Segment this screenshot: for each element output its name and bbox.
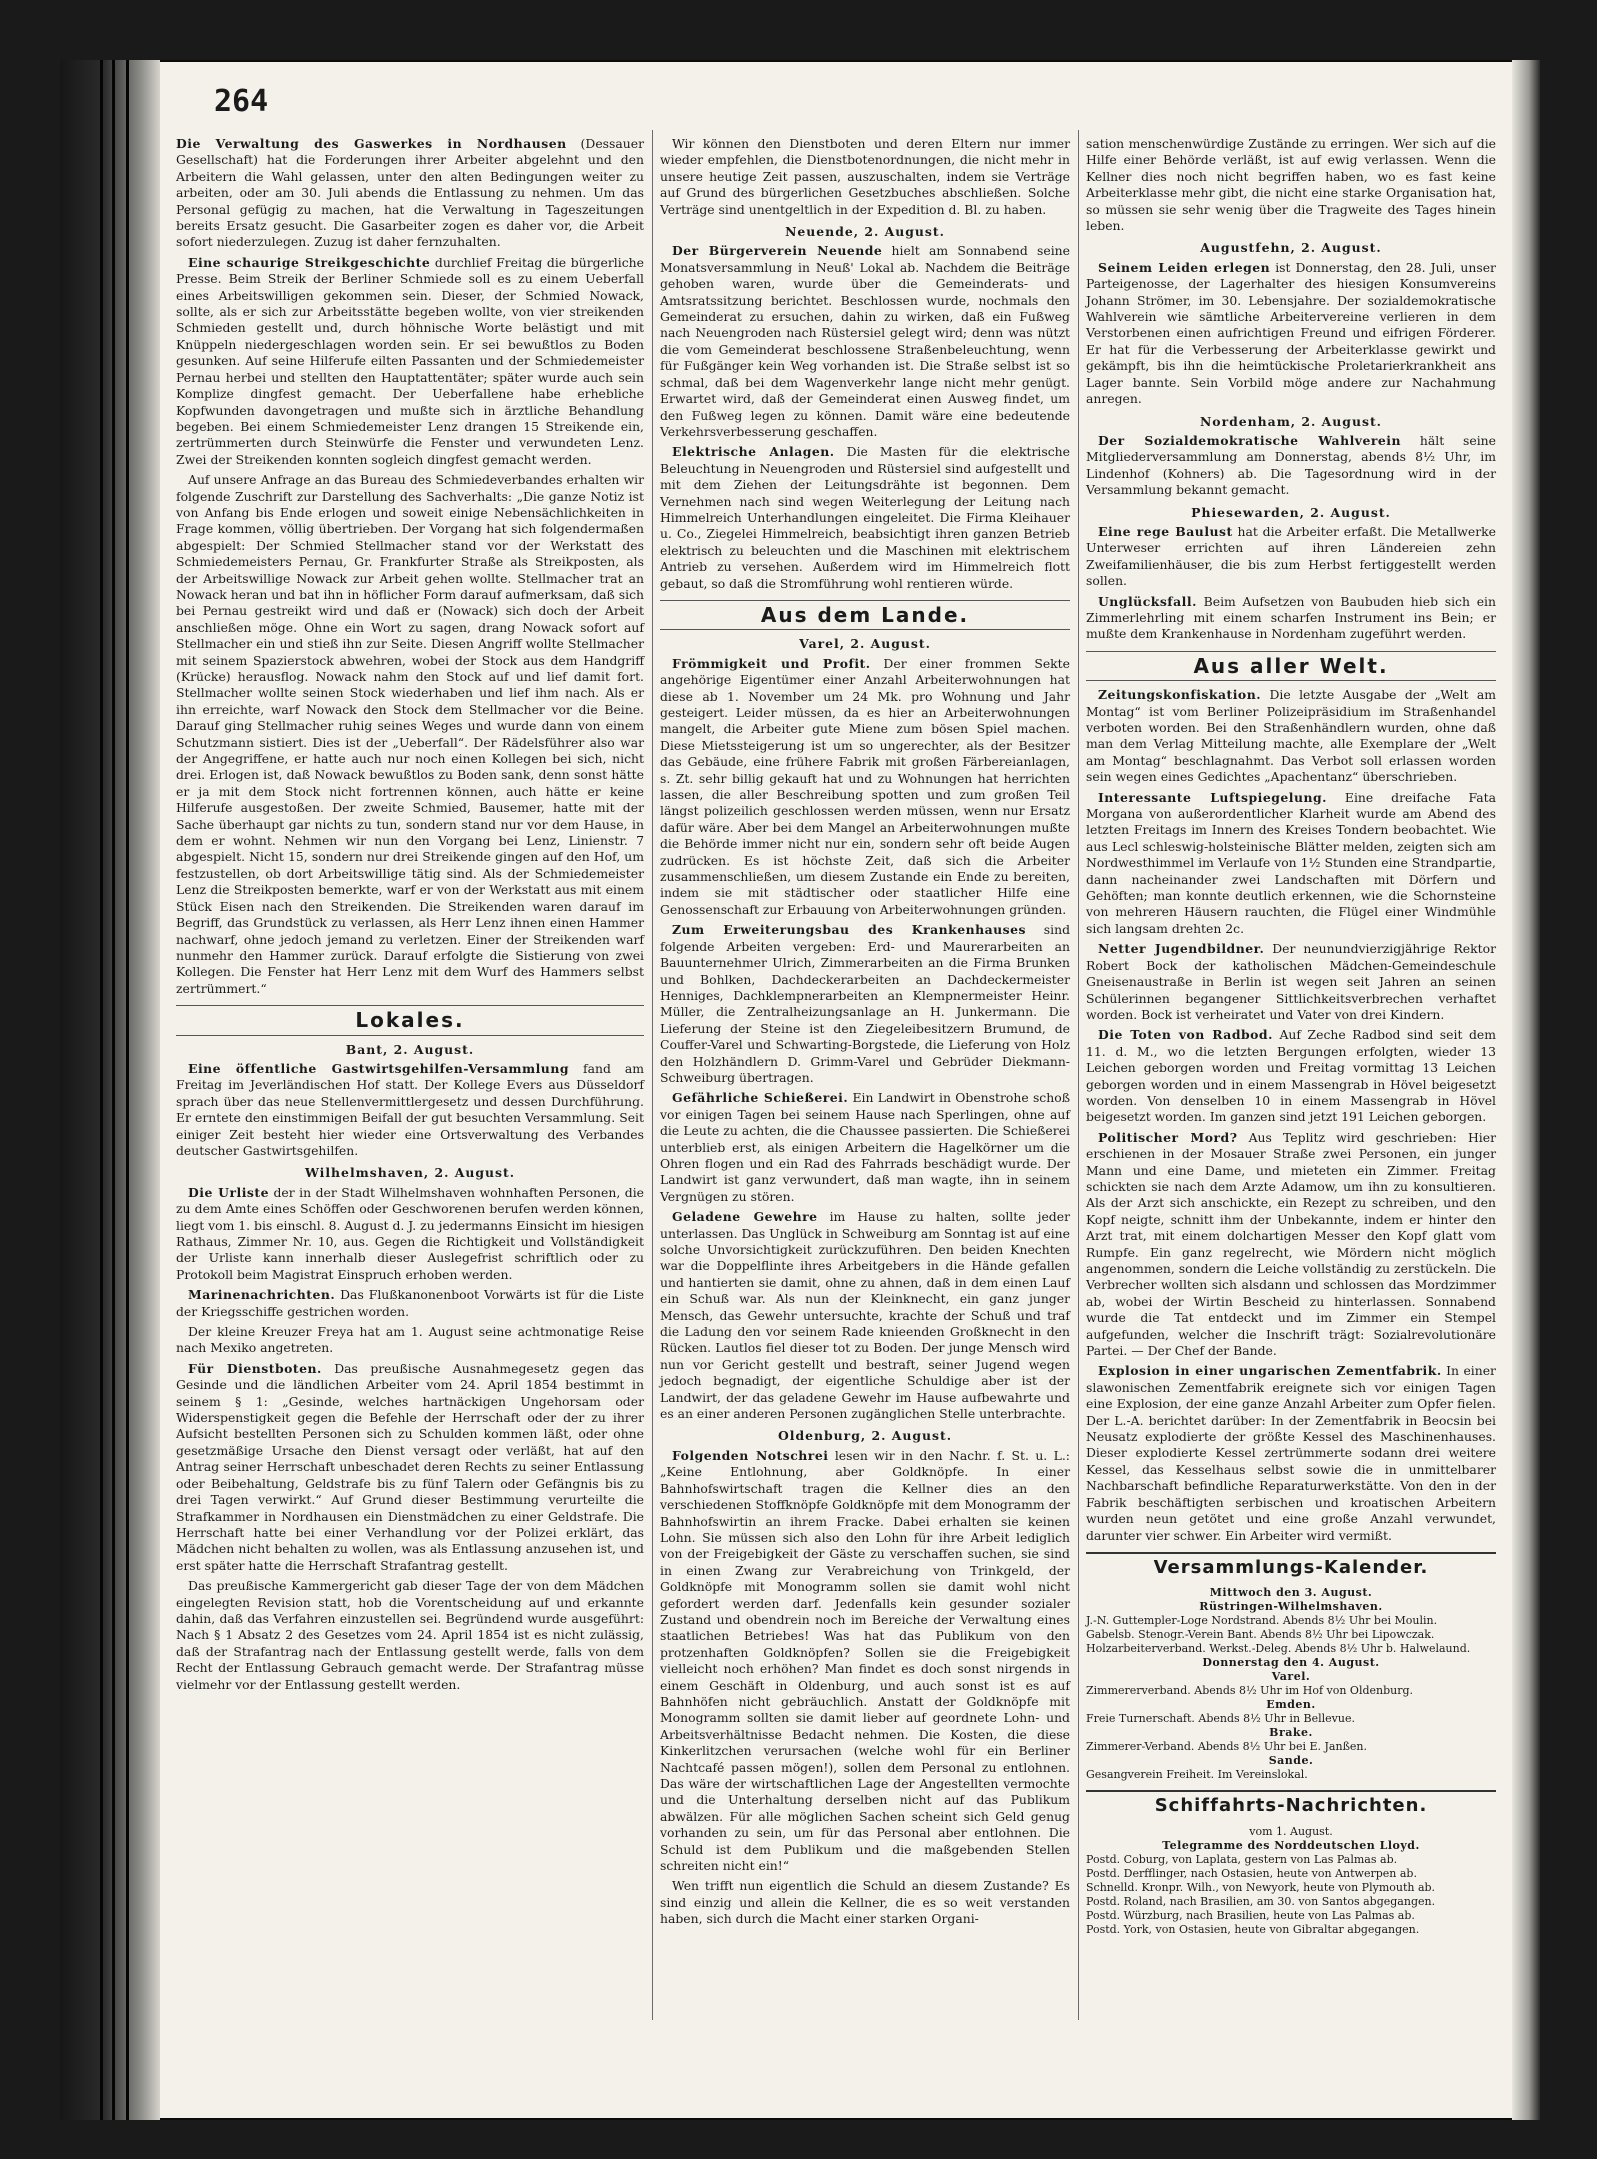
article-text: Die Masten für die elektrische Beleuchtung in Neuengroden und Rüstersiel sind aufgestellt und mit dem Ziehen der Leitungsdrähte ist begonnen. Dem Vernehmen nach sind wegen Weiterlegung der Leitung nach Himmelreich Unterhandlungen eingeleitet. Die Firma Kleihauer u. Co., Ziegelei Himmelreich, beabsichtigt ihren ganzen Betrieb elektrisch zu beleuchten und die Maschinen mit elektrischem Antrieb zu versehen. Außerdem wird im Himmelreich flott gebaut, so daß die Stromführung wohl rentieren würde.	[660, 444, 1070, 591]
calendar-entry: Holzarbeiterverband. Werkst.-Deleg. Abends 8½ Uhr b. Halwelaund.	[1086, 1642, 1471, 1656]
article	[1086, 687, 1496, 785]
shipping-entry: Postd. York, von Ostasien, heute von Gibraltar abgegangen.	[1086, 1922, 1420, 1936]
calendar-place: Emden.	[1266, 1698, 1316, 1712]
article	[660, 922, 1070, 1086]
article	[660, 656, 1070, 919]
article	[660, 444, 1070, 592]
article	[1086, 1027, 1496, 1125]
calendar-entry: Zimmerer-Verband. Abends 8½ Uhr bei E. Janßen.	[1086, 1740, 1368, 1754]
dateline: Neuende, 2. August.	[785, 224, 945, 240]
article-text: Die letzte Ausgabe der „Welt am Montag“ ist vom Berliner Polizeipräsidium im Straßenhandel verboten worden. Bei den Straßenhändlern wurden, ohne daß man dem Verlag Mitteilung machte, alle Exemplare der „Welt am Montag“ beschlagnahmt. Das Verbot soll erlassen worden sein wegen eines Gedichtes „Apachentanz“ überschrieben.	[1086, 687, 1496, 785]
article-lead: Für Dienstboten.	[188, 1360, 322, 1376]
column-3	[1086, 136, 1496, 1937]
article	[660, 1209, 1070, 1422]
book-binding	[60, 60, 160, 2120]
article-lead: Der Sozialdemokratische Wahlverein	[1098, 432, 1401, 448]
shipping-entry: Postd. Coburg, von Laplata, gestern von Las Palmas ab.	[1086, 1852, 1398, 1866]
article-lead: Geladene Gewehre	[672, 1209, 818, 1225]
article-text: fand am Freitag im Jeverländischen Hof statt. Der Kollege Evers aus Düsseldorf sprach über das neue Stellenvermittlergesetz und dessen Durchführung. Er erntete den einstimmigen Beifall der gut besuchten Versammlung. Seit einiger Zeit besteht hier wieder eine Ortsverwaltung des Verbandes deutscher Gastwirtsgehilfen.	[176, 1060, 644, 1158]
dateline: Augustfehn, 2. August.	[1200, 240, 1382, 256]
shipping-entry: Schnelld. Kronpr. Wilh., von Newyork, heute von Plymouth ab.	[1086, 1880, 1436, 1894]
article-text: der in der Stadt Wilhelmshaven wohnhaften Personen, die zu dem Amte eines Schöffen oder Geschworenen berufen werden können, liegt vom 1. bis einschl. 8. August d. J. zu jedermanns Einsicht im hiesigen Rathaus, Zimmer Nr. 10, aus. Gegen die Richtigkeit und Vollständigkeit der Urliste kann innerhalb dieser Auslegefrist schriftlich oder zu Protokoll beim Magistrat Einspruch erhoben werden.	[176, 1184, 645, 1282]
article	[176, 1361, 644, 1574]
article-lead: Gefährliche Schießerei.	[672, 1090, 849, 1106]
article-lead: Politischer Mord?	[1098, 1129, 1238, 1145]
article-text: (Dessauer Gesellschaft) hat die Forderungen ihrer Arbeiter abgelehnt und den Arbeitern die Wahl gelassen, unter den alten Bedingungen weiter zu arbeiten, oder am 30. Juli abends die Entlassung zu nehmen. Um das Personal gefügig zu machen, hat die Verwaltung in Tageszeitungen bereits Ersatz gesucht. Die Gasarbeiter zogen es daher vor, die Arbeit sofort niederzulegen. Zuzug ist daher fernzuhalten.	[176, 136, 644, 250]
calendar-place: Rüstringen-Wilhelmshaven.	[1199, 1600, 1383, 1614]
article-text: durchlief Freitag die bürgerliche Presse. Beim Streik der Berliner Schmiede soll es zu einem Ueberfall eines Arbeitswilligen gekommen sein. Dieser, der Schmied Nowack, sollte, als er sich zur Arbeitsstätte begeben wollte, von vier streikenden Schmieden gestellt und, durch höhnische Worte belästigt und mit Knüppeln niedergeschlagen worden sein. Er sei bewußtlos zu Boden gesunken. Auf seine Hilferufe eilten Passanten und der Schmiedemeister Pernau herbei und stellten den Hauptattentäter; später wurde auch sein Komplize dingfest gemacht. Der Ueberfallene habe erhebliche Kopfwunden davongetragen und mußte sich in ärztliche Behandlung begeben. Bei einem Schmiedemeister Lenz drangen 15 Streikende ein, zertrümmerten durch Steinwürfe die Fenster und verwundeten Lenz. Zwei der Streikenden konnten sogleich dingfest gemacht werden.	[176, 254, 644, 467]
calendar-entry: Zimmererverband. Abends 8½ Uhr im Hof von Oldenburg.	[1086, 1684, 1414, 1698]
article	[1086, 594, 1496, 643]
article	[1086, 1363, 1496, 1543]
article-text: Das preußische Kammergericht gab dieser Tage der von dem Mädchen eingelegten Revision statt, hob die Vorentscheidung auf und erkannte dahin, daß das Verfahren einzustellen sei. Begründend wurde ausgeführt: Nach § 1 Absatz 2 des Gesetzes vom 24. April 1854 ist es nicht zulässig, daß der Strafantrag nach der Entlassung gestellt werde, falls von dem Recht der Entlassung Gebrauch gemacht werde. Der Strafantrag müsse vielmehr vor der Entlassung gestellt werden.	[176, 1578, 644, 1692]
article-lead: Zeitungskonfiskation.	[1098, 687, 1262, 703]
article	[176, 1061, 644, 1159]
article-lead: Eine schaurige Streikgeschichte	[188, 254, 431, 270]
dateline: Wilhelmshaven, 2. August.	[304, 1165, 516, 1181]
article-text: sind folgende Arbeiten vergeben: Erd- und Maurerarbeiten an Bauunternehmer Ulrich, Zimmerarbeiten an die Firma Brunken und Bohlken, Dachdeckerarbeiten an Dachdeckermeister Henniges, Dachklempnerarbeiten an Klempnermeister Heinr. Müller, die Zentralheizungsanlage an H. Junkermann. Die Lieferung der Steine ist den Ziegeleibesitzern Brumund, de Couffer-Varel und Schwarting-Borgstede, die Lieferung von Holz den Holzhändlern D. Grimm-Varel und Gebrüder Diekmann-Schweiburg übertragen.	[660, 922, 1070, 1085]
page-edge	[1512, 60, 1540, 2120]
calendar-place: Varel.	[1271, 1670, 1311, 1684]
article-text: Eine dreifache Fata Morgana von außerordentlicher Klarheit wurde am Abend des letzten Freitags im Innern des Kreises Tondern beobachtet. Wie aus Lecl schleswig-holsteinische Blätter melden, zeigten sich am Nordwesthimmel im Verlaufe von 1½ Stunden eine Strandpartie, dann nacheinander zwei Landschaften mit Dörfern und Gehöften; man konnte deutlich erkennen, wie die Schornsteine von mehreren Häusern rauchten, die Flügel einer Windmühle sich langsam drehten 2c.	[1086, 789, 1496, 936]
article-text: im Hause zu halten, sollte jeder unterlassen. Das Unglück in Schweiburg am Sonntag ist auf eine solche Unvorsichtigkeit zurückzuführen. Den beiden Knechten war die Doppelflinte ihres Arbeitgebers in die Hände gefallen und hantierten sie damit, ohne zu ahnen, daß in dem einen Lauf ein Schuß war. Als nun der Kleinknecht, ein ganz junger Mensch, das Gewehr untersuchte, krachte der Schuß und traf die Ladung den vor seinem Rade knieenden Großknecht in den Rücken. Lautlos fiel dieser tot zu Boden. Der junge Mensch wird nun vor Gericht gestellt und bestraft, seiner Jugend wegen jedoch begnadigt, der eigentliche Schuldige aber ist der Landwirt, der das geladene Gewehr im Hause aufbewahrte und es an einer anderen Personen zugänglichen Stelle unterbrachte.	[660, 1209, 1070, 1422]
article-lead: Elektrische Anlagen.	[672, 444, 835, 460]
article-lead: Folgenden Notschrei	[672, 1447, 829, 1463]
shipping-entry: Postd. Derfflinger, nach Ostasien, heute von Antwerpen ab.	[1086, 1866, 1417, 1880]
shipping-heading: Schiffahrts-Nachrichten.	[1086, 1790, 1496, 1820]
shipping-date: vom 1. August.	[1249, 1824, 1333, 1838]
article-lead: Eine rege Baulust	[1098, 523, 1233, 539]
article	[1086, 260, 1496, 408]
calendar-date: Donnerstag den 4. August.	[1202, 1656, 1380, 1670]
article-text: Auf Zeche Radbod sind seit dem 11. d. M., wo die letzten Bergungen erfolgten, wieder 13 Leichen geborgen worden und Freitag vormittag 13 Leichen geborgen worden und in einem Massengrab in Hövel beigesetzt worden. Von denselben 10 in einem Massengrab in Hövel beigesetzt worden. Im ganzen sind jetzt 191 Leichen geborgen.	[1086, 1027, 1496, 1125]
scanned-page	[60, 60, 1540, 2120]
shipping-entry: Postd. Würzburg, nach Brasilien, heute von Las Palmas ab.	[1086, 1908, 1415, 1922]
article	[176, 136, 644, 251]
article-text: hält seine Mitgliederversammlung am Donnerstag, abends 8½ Uhr, im Lindenhof (Kohners) ab. Die Tagesordnung wird in der Versammlung bekannt gemacht.	[1086, 432, 1496, 498]
article-lead: Marinenachrichten.	[188, 1287, 336, 1303]
article-text: Wir können den Dienstboten und deren Eltern nur immer wieder empfehlen, die Dienstbotenordnungen, die nicht mehr in unsere heutige Zeit passen, auszuschalten, indem sie Verträge auf Grund des bürgerlichen Gesetzbuches abschließen. Solche Verträge sind unentgeltlich in der Expedition d. Bl. zu haben.	[660, 136, 1070, 217]
article-text: In einer slawonischen Zementfabrik ereignete sich vor einigen Tagen eine Explosion, der eine ganze Anzahl Arbeiter zum Opfer fielen. Der L.-A. berichtet darüber: In der Zementfabrik in Beocsin bei Neusatz explodierte der größte Kessel des Maschinenhauses. Dieser explodierte Kessel zertrümmerte sodann drei weitere Kessel, das Kesselhaus selbst sowie die in unmittelbarer Nachbarschaft befindliche Reparaturwerkstätte. Von den in der Fabrik beschäftigten serbischen und kroatischen Arbeitern wurden neun getötet und eine große Anzahl verwundet, darunter vier schwer. Ein Arbeiter wird vermißt.	[1086, 1363, 1496, 1543]
article-text: ist Donnerstag, den 28. Juli, unser Parteigenosse, der Lagerhalter des hiesigen Konsumvereins Johann Strömer, im 30. Lebensjahre. Der sozialdemokratische Wahlverein wie sämtliche Arbeitervereine verlieren in dem Verstorbenen einen aufrichtigen Freund und eifrigen Förderer. Er hat für die Verbesserung der Arbeiterklasse gewirkt und gekämpft, bis ihn die heimtückische Proletarierkrankheit ans Lager bannte. Sein Vorbild möge andere zur Nachahmung anregen.	[1086, 259, 1496, 407]
calendar-heading: Versammlungs-Kalender.	[1086, 1552, 1496, 1582]
article	[176, 255, 644, 468]
dateline: Oldenburg, 2. August.	[777, 1428, 953, 1444]
article-lead: Seinem Leiden erlegen	[1098, 259, 1271, 275]
article-text: hat die Arbeiter erfaßt. Die Metallwerke Unterweser errichten auf ihren Ländereien zehn Zweifamilienhäuser, die bis zum Herbst fertiggestellt werden sollen.	[1086, 523, 1496, 589]
article-text: Ein Landwirt in Obenstrohe schoß vor einigen Tagen bei seinem Hause nach Sperlingen, ohne auf die Leute zu achten, die die Chaussee passierten. Die Schießerei unterblieb erst, als einigen Arbeitern die Hagelkörner um die Ohren flogen und ein Rad des Fahrrads beschädigt wurde. Der Landwirt ist ganz verwundert, daß man wagte, ihn in seinem Vergnügen zu stören.	[660, 1090, 1070, 1204]
calendar-place: Sande.	[1268, 1754, 1314, 1768]
section-heading-welt: Aus aller Welt.	[1086, 651, 1496, 681]
column-2	[660, 136, 1070, 1932]
article-text: Der einer frommen Sekte angehörige Eigentümer einer Anzahl Arbeiterwohnungen hat diese ab 1. November um 24 Mk. pro Wohnung und Jahr gesteigert. Leider müssen, da es hier an Arbeiterwohnungen mangelt, die Arbeiter gute Miene zum bösen Spiel machen. Diese Mietssteigerung ist um so ungerechter, als der Besitzer das Gebäude, eine frühere Fabrik mit großen Färbereianlagen, s. Zt. sehr billig gekauft hat und zu Wohnungen hat herrichten lassen, die aller Beschreibung spotten und zum großen Teil längst polizeilich geschlossen werden müssen, wenn nur Ersatz dafür wäre. Aber bei dem Mangel an Arbeiterwohnungen mußte die Behörde immer nicht nur ein, sondern sehr oft beide Augen zudrücken. Es ist höchste Zeit, daß sich die Arbeiter zusammenschließen, um diesem Zustande ein Ende zu bereiten, indem sie mit städtischer oder staatlicher Hilfe eine Genossenschaft zur Erbauung von Arbeiterwohnungen gründen.	[660, 655, 1070, 917]
article-lead: Die Urliste	[188, 1184, 270, 1200]
article	[1086, 1130, 1496, 1360]
article-text: sation menschenwürdige Zustände zu erringen. Wer sich auf die Hilfe einer Behörde verläßt, ist auf ewig verlassen. Wenn die Kellner dies noch nicht begriffen haben, wo es fast keine Arbeiterklasse mehr gibt, die nicht eine starke Organisation hat, so müssen sie sehr wenig über die Tragweite des Tages hinein leben.	[1086, 136, 1496, 234]
section-heading-lande: Aus dem Lande.	[660, 600, 1070, 630]
article	[1086, 790, 1496, 938]
column-rule	[652, 130, 653, 2020]
article-text: Der kleine Kreuzer Freya hat am 1. August seine achtmonatige Reise nach Mexiko angetreten.	[176, 1324, 644, 1356]
article-lead: Explosion in einer ungarischen Zementfabrik.	[1098, 1363, 1442, 1379]
article-lead: Unglücksfall.	[1098, 593, 1197, 609]
section-heading-lokales: Lokales.	[176, 1005, 644, 1035]
dateline: Phiesewarden, 2. August.	[1191, 504, 1391, 520]
article-lead: Zum Erweiterungsbau des Krankenhauses	[672, 922, 1026, 938]
column-rule	[1078, 130, 1079, 2020]
calendar-entry: J.-N. Guttempler-Loge Nordstrand. Abends 8½ Uhr bei Moulin.	[1086, 1614, 1438, 1628]
article-lead: Eine öffentliche Gastwirtsgehilfen-Versammlung	[188, 1060, 569, 1076]
shipping-entry: Postd. Roland, nach Brasilien, am 30. von Santos abgegangen.	[1086, 1894, 1436, 1908]
article-text: Auf unsere Anfrage an das Bureau des Schmiedeverbandes erhalten wir folgende Zuschrift zur Darstellung des Sachverhalts: „Die ganze Notiz ist von Anfang bis Ende erlogen und soweit einige Nebensächlichkeiten in Frage kommen, völlig übertrieben. Der Vorgang hat sich folgendermaßen abgespielt: Der Schmied Stellmacher stand vor der Werkstatt des Schmiedemeisters Pernau, Gr. Frankfurter Straße als Streikposten, als der Arbeitswillige Nowack zur Arbeit gehen wollte. Stellmacher trat an Nowack heran und bat ihn in höflicher Form darauf aufmerksam, daß sich bei Pernau gestreikt wird und daß er (Nowack) sich doch der Arbeit anschließen möge. Ohne ein Wort zu sagen, drang Nowack sofort auf Stellmacher ein und stieß ihn zur Seite. Diesen Angriff wollte Stellmacher mit seinem Spazierstock abwehren, wobei der Stock aus dem Handgriff (Krücke) herausflog. Nowack nahm den Stock auf und lief damit fort. Stellmacher wollte seinen Stock wiederhaben und lief ihm nach. Als er ihn erreichte, warf Nowack den Stock dem Stellmacher vor die Beine. Darauf ging Stellmacher ruhig seines Weges und wurde dann von einem Schutzmann sistiert. Dies ist der „Ueberfall“. Der Rädelsführer also war der Angegriffene, er hatte auch nur noch einen Kollegen bei sich, nicht drei. Erlogen ist, daß Nowack bewußtlos zu Boden sank, denn sonst hätte er ja mit dem Stock nicht fortrennen können, auch hätte er keine Hilferufe ausgestoßen. Der zweite Schmied, Bausemer, hatte mit der Sache überhaupt gar nichts zu tun, sondern stand nur vor dem Hause, in dem er wohnt. Nehmen wir nun den Vorgang bei Lenz, Linienstr. 7 abgespielt. Nicht 15, sondern nur drei Streikende gingen auf den Hof, um festzustellen, ob dort Arbeitswillige tätig sind. Als der Schmiedemeister Lenz die Streikposten bemerkte, warf er von der Werkstatt aus mit einem Stück Eisen nach den Streikenden. Die Streikenden waren darauf im Begriff, das Grundstück zu verlassen, als Herr Lenz ihnen einen Hammer nachwarf, ohne jedoch jemand zu verletzen. Einer der Streikenden warf nunmehr den Hammer zurück. Darauf erfolgte die Sistierung von zwei Kollegen. Die Fenster hat Herr Lenz mit dem Wurf des Hammers selbst zertrümmert.“	[176, 472, 644, 996]
dateline: Bant, 2. August.	[345, 1041, 475, 1057]
article-lead: Der Bürgerverein Neuende	[672, 243, 883, 259]
article-text: Das preußische Ausnahmegesetz gegen das Gesinde und die ländlichen Arbeiter vom 24. April 1854 bestimmt in seinem § 1: „Gesinde, welches hartnäckigen Ungehorsam oder Widerspenstigkeit gegen die Befehle der Herrschaft oder der zu ihrer Aufsicht bestellten Personen sich zu Schulden kommen läßt, oder ohne gesetzmäßige Ursache den Dienst versagt oder verläßt, hat auf den Antrag seiner Herrschaft unbeschadet deren Rechts zu seiner Entlassung oder Beibehaltung, Geldstrafe bis zu fünf Talern oder Gefängnis bis zu drei Tagen verwirkt.“ Auf Grund dieser Bestimmung verurteilte die Strafkammer in Nordhausen ein Dienstmädchen zu einer Geldstrafe. Die Herrschaft hatte bei einer Verhandlung vor der Polizei erklärt, das Mädchen nicht behalten zu wollen, was als Entlassung anzusehen ist, und erst später hatte die Herrschaft Strafantrag gestellt.	[176, 1360, 644, 1573]
article-lead: Netter Jugendbildner.	[1098, 941, 1265, 957]
calendar-entry: Gabelsb. Stenogr.-Verein Bant. Abends 8½ Uhr bei Lipowczak.	[1086, 1628, 1435, 1642]
article	[176, 1185, 644, 1283]
article-text: Der neunundvierzigjährige Rektor Robert Bock der katholischen Mädchen-Gemeindeschule Gneisenaustraße in Berlin ist wegen seit Jahren an seinen Schülerinnen begangener Sittlichkeitsverbrechen verhaftet worden. Bock ist verheiratet und Vater von drei Kindern.	[1086, 941, 1496, 1022]
article	[1086, 433, 1496, 499]
article	[1086, 524, 1496, 590]
article-text: Das Flußkanonenboot Vorwärts ist für die Liste der Kriegsschiffe gestrichen worden.	[176, 1287, 644, 1319]
dateline: Varel, 2. August.	[799, 636, 931, 652]
article-text: hielt am Sonnabend seine Monatsversammlung in Neuß' Lokal ab. Nachdem die Beiträge gehoben waren, wurde über die Gemeinderats- und Amtsratssitzung berichtet. Beschlossen wurde, nochmals den Gemeinderat zu ersuchen, dahin zu wirken, daß ein Fußweg nach Neuengroden nach Rüstersiel gelegt wird; denn was nützt die vom Gemeinderat beschlossene Straßenbeleuchtung, wenn für Fußgänger kein Weg vorhanden ist. Die Straße selbst ist so schmal, daß bei dem Wagenverkehr lange nicht mehr genügt. Erwartet wird, daß der Gemeinderat einen Ausweg findet, um den Fußweg legen zu können. Damit wäre eine bedeutende Verkehrsverbesserung geschaffen.	[660, 243, 1070, 439]
calendar-entry: Gesangverein Freiheit. Im Vereinslokal.	[1086, 1768, 1308, 1782]
article	[660, 243, 1070, 440]
page-number: 264	[214, 84, 269, 119]
article-text: Wen trifft nun eigentlich die Schuld an diesem Zustande? Es sind einzig und allein die Kellner, die es so weit verstanden haben, sich durch die Macht einer starken Organi-	[660, 1878, 1070, 1927]
calendar-place: Brake.	[1269, 1726, 1313, 1740]
article-lead: Die Verwaltung des Gaswerkes in Nordhausen	[176, 136, 567, 151]
calendar-entry: Freie Turnerschaft. Abends 8½ Uhr in Bellevue.	[1086, 1712, 1355, 1726]
article-text: lesen wir in den Nachr. f. St. u. L.: „Keine Entlohnung, aber Goldknöpfe. In einer Bahnhofswirtschaft tragen die Kellner dies an den verschiedenen Stoffknöpfe Goldknöpfe mit dem Monogramm der Bahnhofswirtin an ihrem Fracke. Dabei erhalten sie keinen Lohn. Sie müssen sich also den Lohn für ihre Arbeit lediglich von der Freigebigkeit der Gäste zu verschaffen suchen, sie sind in einen Zwang zur Verabreichung von Trinkgeld, der Goldknöpfe mit Monogramm sollen sie damit wohl nicht gefordert werden darf. Jedenfalls kein gesunder sozialer Zustand und obendrein noch im Bereiche der Verwaltung eines staatlichen Betriebes! Was hat das Publikum von den protzenhaften Goldknöpfen? Sollen sie die Freigebigkeit vielleicht noch erhöhen? Man findet es doch sonst nirgends in einem Geschäft in Oldenburg, und auch sonst ist es auf Bahnhöfen nicht gebräuchlich. Anstatt der Goldknöpfe mit Monogramm sollten sie damit lieber auf geordnete Lohn- und Arbeitsverhältnisse Bedacht nehmen. Die Kosten, die diese Kinkerlitzchen verursachen (welche wohl für ein Berliner Nachtcafé passen mögen!), sollen dem Personal zu entlohnen. Das wäre der wirtschaftlichen Lage der Angestellten vermochte und die Unterhaltung derselben nicht auf das Publikum abwälzen. Für alle möglichen Sachen scheint sich Geld genug vorhanden zu sein, um für das Personal aber entlohnen. Die Schuld ist dem Publikum und die maßgebenden Stellen schreiten nicht ein!“	[660, 1447, 1070, 1874]
shipping-subheading: Telegramme des Norddeutschen Lloyd.	[1162, 1838, 1420, 1852]
article-text: Aus Teplitz wird geschrieben: Hier erschienen in der Mosauer Straße zwei Personen, ein junger Mann und eine Dame, und mieteten ein Zimmer. Freitag schickten sie nach dem Arzte Adamow, um ihn zu konsultieren. Als der Arzt sich anschickte, ein Rezept zu schreiben, und den Kopf neigte, schnitt ihm der Unbekannte, indem er hinter den Arzt trat, mit einem dolchartigen Messer den Kopf glatt vom Rumpfe. Ein ganz regelrecht, wie Mördern nicht möglich angenommen, sondern die Leiche vollständig zu zerstückeln. Die Verbrecher wollten sich alsdann und schlossen das Mordzimmer ab, wobei der Wirtin Bescheid zu hinterlassen. Sonnabend wurde die Tat entdeckt und im Zimmer ein Stempel aufgefunden, welcher die Inschrift trägt: Sozialrevolutionäre Partei. — Der Chef der Bande.	[1086, 1129, 1496, 1359]
article	[660, 1448, 1070, 1875]
article	[1086, 941, 1496, 1023]
article-lead: Interessante Luftspiegelung.	[1098, 789, 1327, 805]
dateline: Nordenham, 2. August.	[1199, 413, 1382, 429]
column-1	[176, 136, 644, 1697]
article-lead: Die Toten von Radbod.	[1098, 1027, 1273, 1043]
article	[660, 1090, 1070, 1205]
calendar-date: Mittwoch den 3. August.	[1209, 1586, 1373, 1600]
article-lead: Frömmigkeit und Profit.	[672, 655, 871, 671]
article-text: Beim Aufsetzen von Baubuden hieb sich ein Zimmerlehrling mit einem scharfen Instrument ins Bein; er mußte dem Krankenhause in Nordenham zugeführt werden.	[1086, 593, 1496, 642]
article	[176, 1287, 644, 1320]
